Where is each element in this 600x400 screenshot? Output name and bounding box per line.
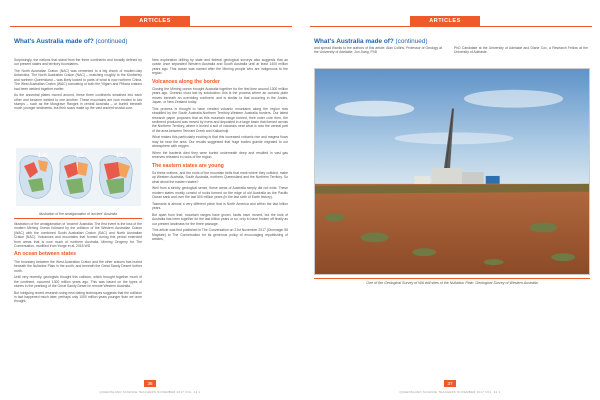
title-main: What's Australia made of? (314, 38, 394, 45)
figure-caption: Illustration of the amalgamation of 'ancient' Australia (38, 212, 118, 216)
map-label-1: 1.45 (38, 153, 48, 159)
section-tab: ARTICLES (410, 16, 480, 26)
paragraph: Closing the Mirning ocean brought Australia together for the first time around 1300 million years ago. Oceanic crust lost by subduction: this is the process where an oceanic plate moves beneath an overriding continent, and is similar to that occurring in the Andes, Japan, or New Zealand today. (152, 87, 288, 105)
right-page (300, 0, 600, 400)
left-column-2 (152, 58, 288, 244)
page-number: 36 (144, 380, 156, 387)
footer-text: QUEENSLAND SCIENCE TEACHERS NOVEMBER 2017 VOL. 42.1 (99, 390, 201, 394)
section-tab: ARTICLES (120, 16, 190, 26)
map-panel-1 (20, 153, 53, 198)
left-column-1-lower (14, 222, 142, 306)
title-continued: (continued) (95, 38, 128, 45)
footer-text: QUEENSLAND SCIENCE TEACHERS NOVEMBER 2017 VOL. 42.1 (399, 390, 501, 394)
page-title (14, 38, 128, 45)
paragraph: But apart from that, mountain ranges have grown, faults have moved, but the bulk of Australia has been together for the last billion years or so, only to have broken off finally as our present landmass for the three passage. (152, 212, 288, 226)
paragraph: Until very recently, geologists thought this collision, which brought together much of the continent, occurred 1300 million years ago. This was based on the types of stones in the yearlong of the Great Sandy Desert in remote Western Australia. (14, 275, 142, 289)
paragraph: PhD Candidate at the University of Adelaide and Diane Cox, a Research Fellow at the University of Adelaide. (454, 46, 588, 55)
paragraph: Illustration of the amalgamation of 'ancient' Australia. The first event is the loss of the modern Mirning Ocean followed by the collision of the Western Australian Craton (WAC) with the combined South Australian Craton (SAC) and North Australian Craton (NAC). Volcanoes and mountains that formed during this period extended from areas that is now much of northern Australia. Mirning Orogeny for The Conversation, modified from Yonge et al. 2018 WD (14, 222, 142, 249)
paragraph: Well from a strictly geological sense, these areas of Australia simply did not exist. These modern states mostly consist of rocks formed on the edge of old Australia as the Pacific Ocean sank and over the last 500 million years (in the last sixth of Earth history). (152, 186, 288, 200)
paragraph: New exploration drilling by state and federal geological surveys also suggests that an ocean once separated Western Australia and South Australia until at least 1400 million years ago. This ocean was named after the Mirning people who are indigenous to the region. (152, 58, 288, 76)
drill-site-photo (314, 68, 590, 275)
section-rule (10, 26, 292, 27)
map-panel-3 (100, 153, 133, 198)
paragraph: As the ancestral plates moved around, these three continents smashed into each other and became welded to one another. These mountains are now eroded to low stumps – such as the Musgrave Ranges in central Australia – or buried beneath much younger sediments, but their scars make up the vast ancient crustal core. (14, 93, 142, 111)
paragraph: The boundary between the West Australian Craton and the other cratons has buried beneath the Nullarbor Plain in the south, and beneath the Great Sandy Desert further north. (14, 259, 142, 273)
caption-rule (314, 278, 590, 279)
paragraph: When the bacteria died they were buried underneath deep and resulted in vast gas reserves released in rocks of the region. (152, 150, 288, 160)
map-label-3: 1.1 (116, 153, 123, 159)
section-heading: The eastern states are young (152, 162, 224, 169)
paragraph: Tasmania is almost a very different piece that is North America and within the last billion years. (152, 201, 288, 211)
paragraph: So these cratons, and the roots of the mountain belts that mark where they collided, make up Western Australia, South Australia, northern Queensland and the Northern Territory. So what about the eastern states? (152, 171, 288, 184)
paragraph: This article was first published in The Conversation on 21st November 2017 (Dimmagin 58 Maydale) to The Conversation for its generous policy of encouraging republishing of articles, (152, 228, 288, 242)
left-column-1 (14, 58, 142, 113)
title-main: What's Australia made of? (14, 38, 94, 45)
section-rule (310, 26, 592, 27)
page-number: 37 (444, 380, 456, 387)
amalgamation-maps-figure (16, 148, 141, 206)
map-label-2: 1.3 (76, 153, 83, 159)
page-title (314, 38, 428, 45)
section-heading: An ocean between states (14, 251, 76, 258)
caption-rule (14, 218, 142, 219)
paragraph: But intriguing recent research using new dating techniques suggests that the collision in fact happened much later, perhaps only 1000 million years younger than we once thought. (14, 290, 142, 304)
map-panel-2 (60, 153, 93, 198)
right-column-1 (314, 46, 442, 57)
paragraph: and spread thanks to the authors of this article: Alan Collins, Professor of Geology at the University of Adelaide; Jon Jiang, PhD (314, 46, 442, 55)
paragraph: The North Australian Craton (NAC) was cemented to a big chunk of modern-day Antarctica. The North Australian Craton (NAC) – matching roughly to the Kimberley and northern Queensland – was likely locked to parts of what is now northern China. The West Australian Craton (WAC) consisting of both the Yilgarn and Pilbara cratons had been welded together earlier. (14, 69, 142, 91)
section-heading: Volcanoes along the border (152, 78, 220, 85)
title-continued: (continued) (395, 38, 428, 45)
paragraph: What makes this particularly exciting is that this increased volcanic rise and magma flows may be near the area. Our results suggested that huge bodies granite migrated to our atmosphere with oxygen. (152, 135, 288, 149)
right-column-2 (454, 46, 588, 57)
paragraph: Surprisingly, the nations that stand from the three continents and broadly defined by our present states and territory boundaries. (14, 58, 142, 67)
photo-caption: One of the Geological Survey of WA drill sites of the Nullarbor Plain. Geological Survey of Western Australia (366, 281, 538, 285)
paragraph: This process is thought to have created volcanic mountains along the region now straddled by the South Australia-Northern Territory-Western Australia borders. Our latest research paper proposes that as this mountain range formed, their outer core then, the sediment produced was moved by rivers and deposited in a large basin that formed across the Northern Territory, where it buried a suit of volcanics near what is now the central part of the area between Tennant Creek and Kalkarindji. (152, 106, 288, 133)
